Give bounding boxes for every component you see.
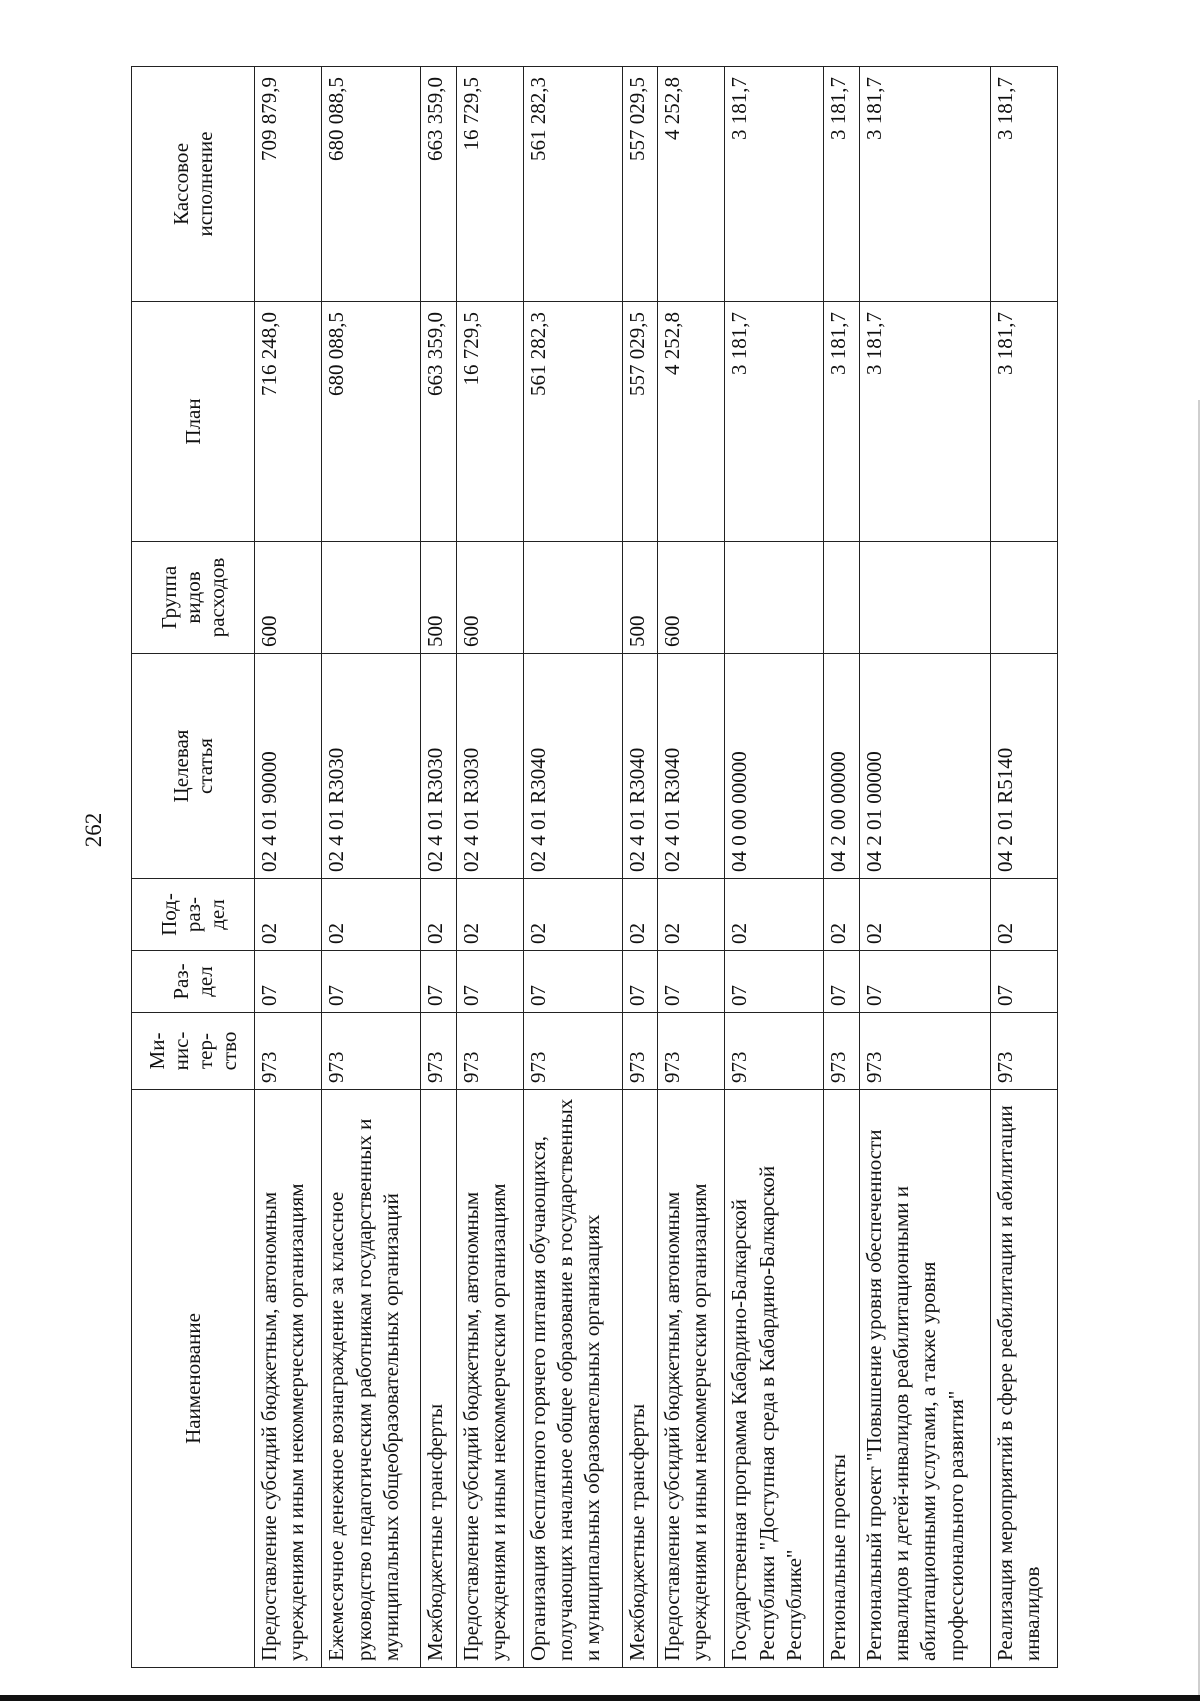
cell-execution: 3 181,7 — [725, 67, 824, 302]
cell-ministry: 973 — [658, 1013, 725, 1090]
cell-ministry: 973 — [990, 1013, 1057, 1090]
table-row — [622, 67, 657, 1668]
cell-target: 02 4 01 R3040 — [622, 654, 657, 879]
header-plan-text: План — [180, 398, 205, 445]
cell-name: Ежемесячное денежное вознаграждение за классное руководство педагогическим работникам государственных и муниципальных общеобразовательных организаций — [322, 1090, 421, 1668]
cell-target: 02 4 01 90000 — [255, 654, 322, 879]
table-body — [255, 67, 1058, 1668]
cell-target: 02 4 01 R3030 — [421, 654, 456, 879]
cell-plan: 716 248,0 — [255, 302, 322, 542]
cell-subsection: 02 — [622, 879, 657, 951]
cell-plan: 3 181,7 — [859, 302, 990, 542]
cell-group: 600 — [456, 542, 523, 654]
cell-section: 07 — [658, 951, 725, 1013]
header-name-text: Наименование — [180, 1313, 205, 1444]
header-plan — [132, 302, 255, 542]
cell-group: 500 — [622, 542, 657, 654]
cell-subsection: 02 — [255, 879, 322, 951]
rotated-table-container — [131, 67, 1058, 1668]
cell-ministry: 973 — [523, 1013, 622, 1090]
bottom-scan-edge — [0, 1695, 1200, 1701]
cell-plan: 3 181,7 — [990, 302, 1057, 542]
cell-name: Предоставление субсидий бюджетным, автономным учреждениям и иным некоммерческим организациям — [456, 1090, 523, 1668]
cell-ministry: 973 — [824, 1013, 859, 1090]
header-section: Раз- дел — [132, 951, 255, 1013]
cell-target: 04 2 00 00000 — [824, 654, 859, 879]
cell-plan: 561 282,3 — [523, 302, 622, 542]
table-row — [322, 67, 421, 1668]
cell-group — [990, 542, 1057, 654]
cell-group: 600 — [255, 542, 322, 654]
cell-subsection: 02 — [421, 879, 456, 951]
header-expense-group: Группа видов расходов — [132, 542, 255, 654]
cell-execution: 680 088,5 — [322, 67, 421, 302]
cell-subsection: 02 — [725, 879, 824, 951]
cell-plan: 4 252,8 — [658, 302, 725, 542]
cell-execution: 663 359,0 — [421, 67, 456, 302]
cell-target: 02 4 01 R3040 — [523, 654, 622, 879]
cell-name: Региональные проекты — [824, 1090, 859, 1668]
cell-section: 07 — [255, 951, 322, 1013]
cell-plan: 3 181,7 — [725, 302, 824, 542]
cell-plan: 663 359,0 — [421, 302, 456, 542]
header-target: Целевая статья — [132, 654, 255, 879]
cell-section: 07 — [725, 951, 824, 1013]
cell-target: 04 0 00 00000 — [725, 654, 824, 879]
cell-subsection: 02 — [523, 879, 622, 951]
table-row — [523, 67, 622, 1668]
cell-execution: 3 181,7 — [990, 67, 1057, 302]
budget-table — [131, 66, 1058, 1668]
cell-section: 07 — [990, 951, 1057, 1013]
page-number: 262 — [81, 812, 106, 848]
cell-group: 600 — [658, 542, 725, 654]
cell-name: Межбюджетные трансферты — [622, 1090, 657, 1668]
cell-target: 02 4 01 R3030 — [456, 654, 523, 879]
header-subsection: Под- раз- дел — [132, 879, 255, 951]
cell-subsection: 02 — [456, 879, 523, 951]
header-name — [132, 1090, 255, 1668]
cell-section: 07 — [859, 951, 990, 1013]
table-row — [456, 67, 523, 1668]
cell-subsection: 02 — [990, 879, 1057, 951]
cell-ministry: 973 — [859, 1013, 990, 1090]
cell-execution: 16 729,5 — [456, 67, 523, 302]
cell-target: 02 4 01 R3040 — [658, 654, 725, 879]
table-row — [859, 67, 990, 1668]
cell-ministry: 973 — [322, 1013, 421, 1090]
cell-target: 04 2 01 R5140 — [990, 654, 1057, 879]
cell-execution: 557 029,5 — [622, 67, 657, 302]
table-row — [255, 67, 322, 1668]
cell-name: Организация бесплатного горячего питания обучающихся, получающих начальное общее образование в государственных и муниципальных образовательных организациях — [523, 1090, 622, 1668]
cell-group: 500 — [421, 542, 456, 654]
cell-group — [824, 542, 859, 654]
cell-target: 04 2 01 00000 — [859, 654, 990, 879]
cell-group — [725, 542, 824, 654]
cell-name: Предоставление субсидий бюджетным, автономным учреждениям и иным некоммерческим организациям — [255, 1090, 322, 1668]
table-row — [824, 67, 859, 1668]
table-header-row — [132, 67, 255, 1668]
cell-ministry: 973 — [421, 1013, 456, 1090]
cell-ministry: 973 — [456, 1013, 523, 1090]
cell-execution: 3 181,7 — [859, 67, 990, 302]
cell-plan: 16 729,5 — [456, 302, 523, 542]
cell-subsection: 02 — [859, 879, 990, 951]
cell-name: Государственная программа Кабардино-Балкарской Республики "Доступная среда в Кабардино-Балкарской Республике" — [725, 1090, 824, 1668]
cell-execution: 4 252,8 — [658, 67, 725, 302]
cell-group — [523, 542, 622, 654]
cell-plan: 680 088,5 — [322, 302, 421, 542]
cell-plan: 3 181,7 — [824, 302, 859, 542]
cell-ministry: 973 — [725, 1013, 824, 1090]
table-row — [990, 67, 1057, 1668]
cell-subsection: 02 — [322, 879, 421, 951]
table-row — [421, 67, 456, 1668]
cell-name: Реализация мероприятий в сфере реабилитации и абилитации инвалидов — [990, 1090, 1057, 1668]
cell-subsection: 02 — [824, 879, 859, 951]
cell-execution: 709 879,9 — [255, 67, 322, 302]
cell-section: 07 — [523, 951, 622, 1013]
cell-plan: 557 029,5 — [622, 302, 657, 542]
table-row — [725, 67, 824, 1668]
header-ministry: Ми- нис- тер- ство — [132, 1013, 255, 1090]
cell-section: 07 — [421, 951, 456, 1013]
cell-name: Предоставление субсидий бюджетным, автономным учреждениям и иным некоммерческим организациям — [658, 1090, 725, 1668]
cell-group — [322, 542, 421, 654]
header-execution: Кассовое исполнение — [132, 67, 255, 302]
cell-ministry: 973 — [622, 1013, 657, 1090]
table-row — [658, 67, 725, 1668]
cell-ministry: 973 — [255, 1013, 322, 1090]
cell-group — [859, 542, 990, 654]
cell-execution: 3 181,7 — [824, 67, 859, 302]
cell-target: 02 4 01 R3030 — [322, 654, 421, 879]
cell-section: 07 — [456, 951, 523, 1013]
cell-execution: 561 282,3 — [523, 67, 622, 302]
cell-name: Межбюджетные трансферты — [421, 1090, 456, 1668]
cell-section: 07 — [824, 951, 859, 1013]
cell-subsection: 02 — [658, 879, 725, 951]
cell-section: 07 — [622, 951, 657, 1013]
cell-section: 07 — [322, 951, 421, 1013]
cell-name: Региональный проект "Повышение уровня обеспеченности инвалидов и детей-инвалидов реабилитационными и абилитационными услугами, а также уровня профессионального развития" — [859, 1090, 990, 1668]
